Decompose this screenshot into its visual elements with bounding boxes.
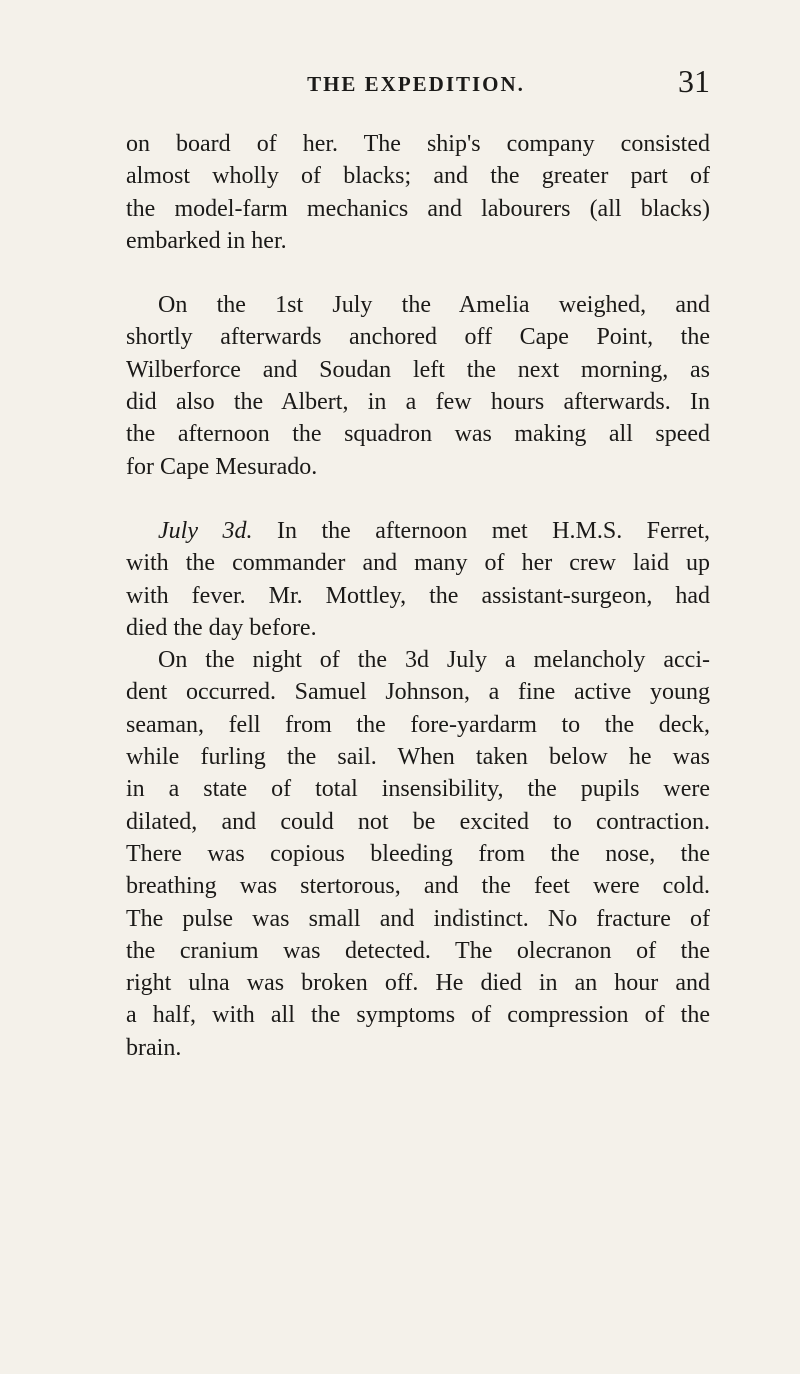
- text-line: [126, 515, 710, 547]
- text-line: on board of her. The ship's company consisted: [126, 131, 710, 157]
- text-line: shortly afterwards anchored off Cape Point, the: [126, 324, 710, 351]
- text-line: the cranium was detected. The olecranon of the: [126, 937, 710, 964]
- text-line: dilated, and could not be excited to contraction.: [126, 808, 710, 835]
- text-line-remainder: In the afternoon met H.M.S. Ferret,: [252, 517, 710, 544]
- text-line: seaman, fell from the fore-yardarm to the deck,: [126, 711, 710, 738]
- text-line: embarked in her.: [126, 227, 287, 254]
- text-line: right ulna was broken off. He died in an hour and: [126, 970, 710, 997]
- text-line: dent occurred. Samuel Johnson, a fine active young: [126, 679, 710, 706]
- text-line: with the commander and many of her crew laid up: [126, 550, 710, 577]
- text-line: brain.: [126, 1034, 182, 1061]
- text-line: the afternoon the squadron was making all speed: [126, 421, 710, 448]
- running-title: THE EXPEDITION.: [307, 72, 525, 96]
- text-line: Wilberforce and Soudan left the next morning, as: [126, 356, 710, 383]
- paragraph-2: [126, 289, 710, 483]
- text-line: the model-farm mechanics and labourers (all blacks): [126, 195, 710, 222]
- text-line: died the day before.: [126, 614, 317, 641]
- text-line: a half, with all the symptoms of compression of the: [126, 1002, 710, 1029]
- text-line: On the night of the 3d July a melancholy acci-: [158, 647, 710, 674]
- text-line: There was copious bleeding from the nose, the: [126, 840, 710, 867]
- text-line: The pulse was small and indistinct. No fracture of: [126, 905, 710, 932]
- paragraph-1: [126, 128, 710, 257]
- text-line: breathing was stertorous, and the feet were cold.: [126, 873, 710, 900]
- text-line: for Cape Mesurado.: [126, 453, 318, 480]
- paragraph-4: [126, 644, 710, 1064]
- text-line: On the 1st July the Amelia weighed, and: [158, 292, 710, 319]
- paragraph-3: [126, 515, 710, 644]
- text-line: almost wholly of blacks; and the greater part of: [126, 163, 710, 190]
- date-label: July 3d.: [158, 517, 253, 544]
- text-line: with fever. Mr. Mottley, the assistant-surgeon, had: [126, 582, 710, 609]
- body-text: [126, 128, 710, 1064]
- page-number: 31: [678, 63, 710, 99]
- text-line: while furling the sail. When taken below he was: [126, 744, 710, 771]
- text-line: did also the Albert, in a few hours afterwards. In: [126, 389, 710, 416]
- running-head: [122, 64, 710, 104]
- text-line: in a state of total insensibility, the pupils were: [126, 776, 710, 803]
